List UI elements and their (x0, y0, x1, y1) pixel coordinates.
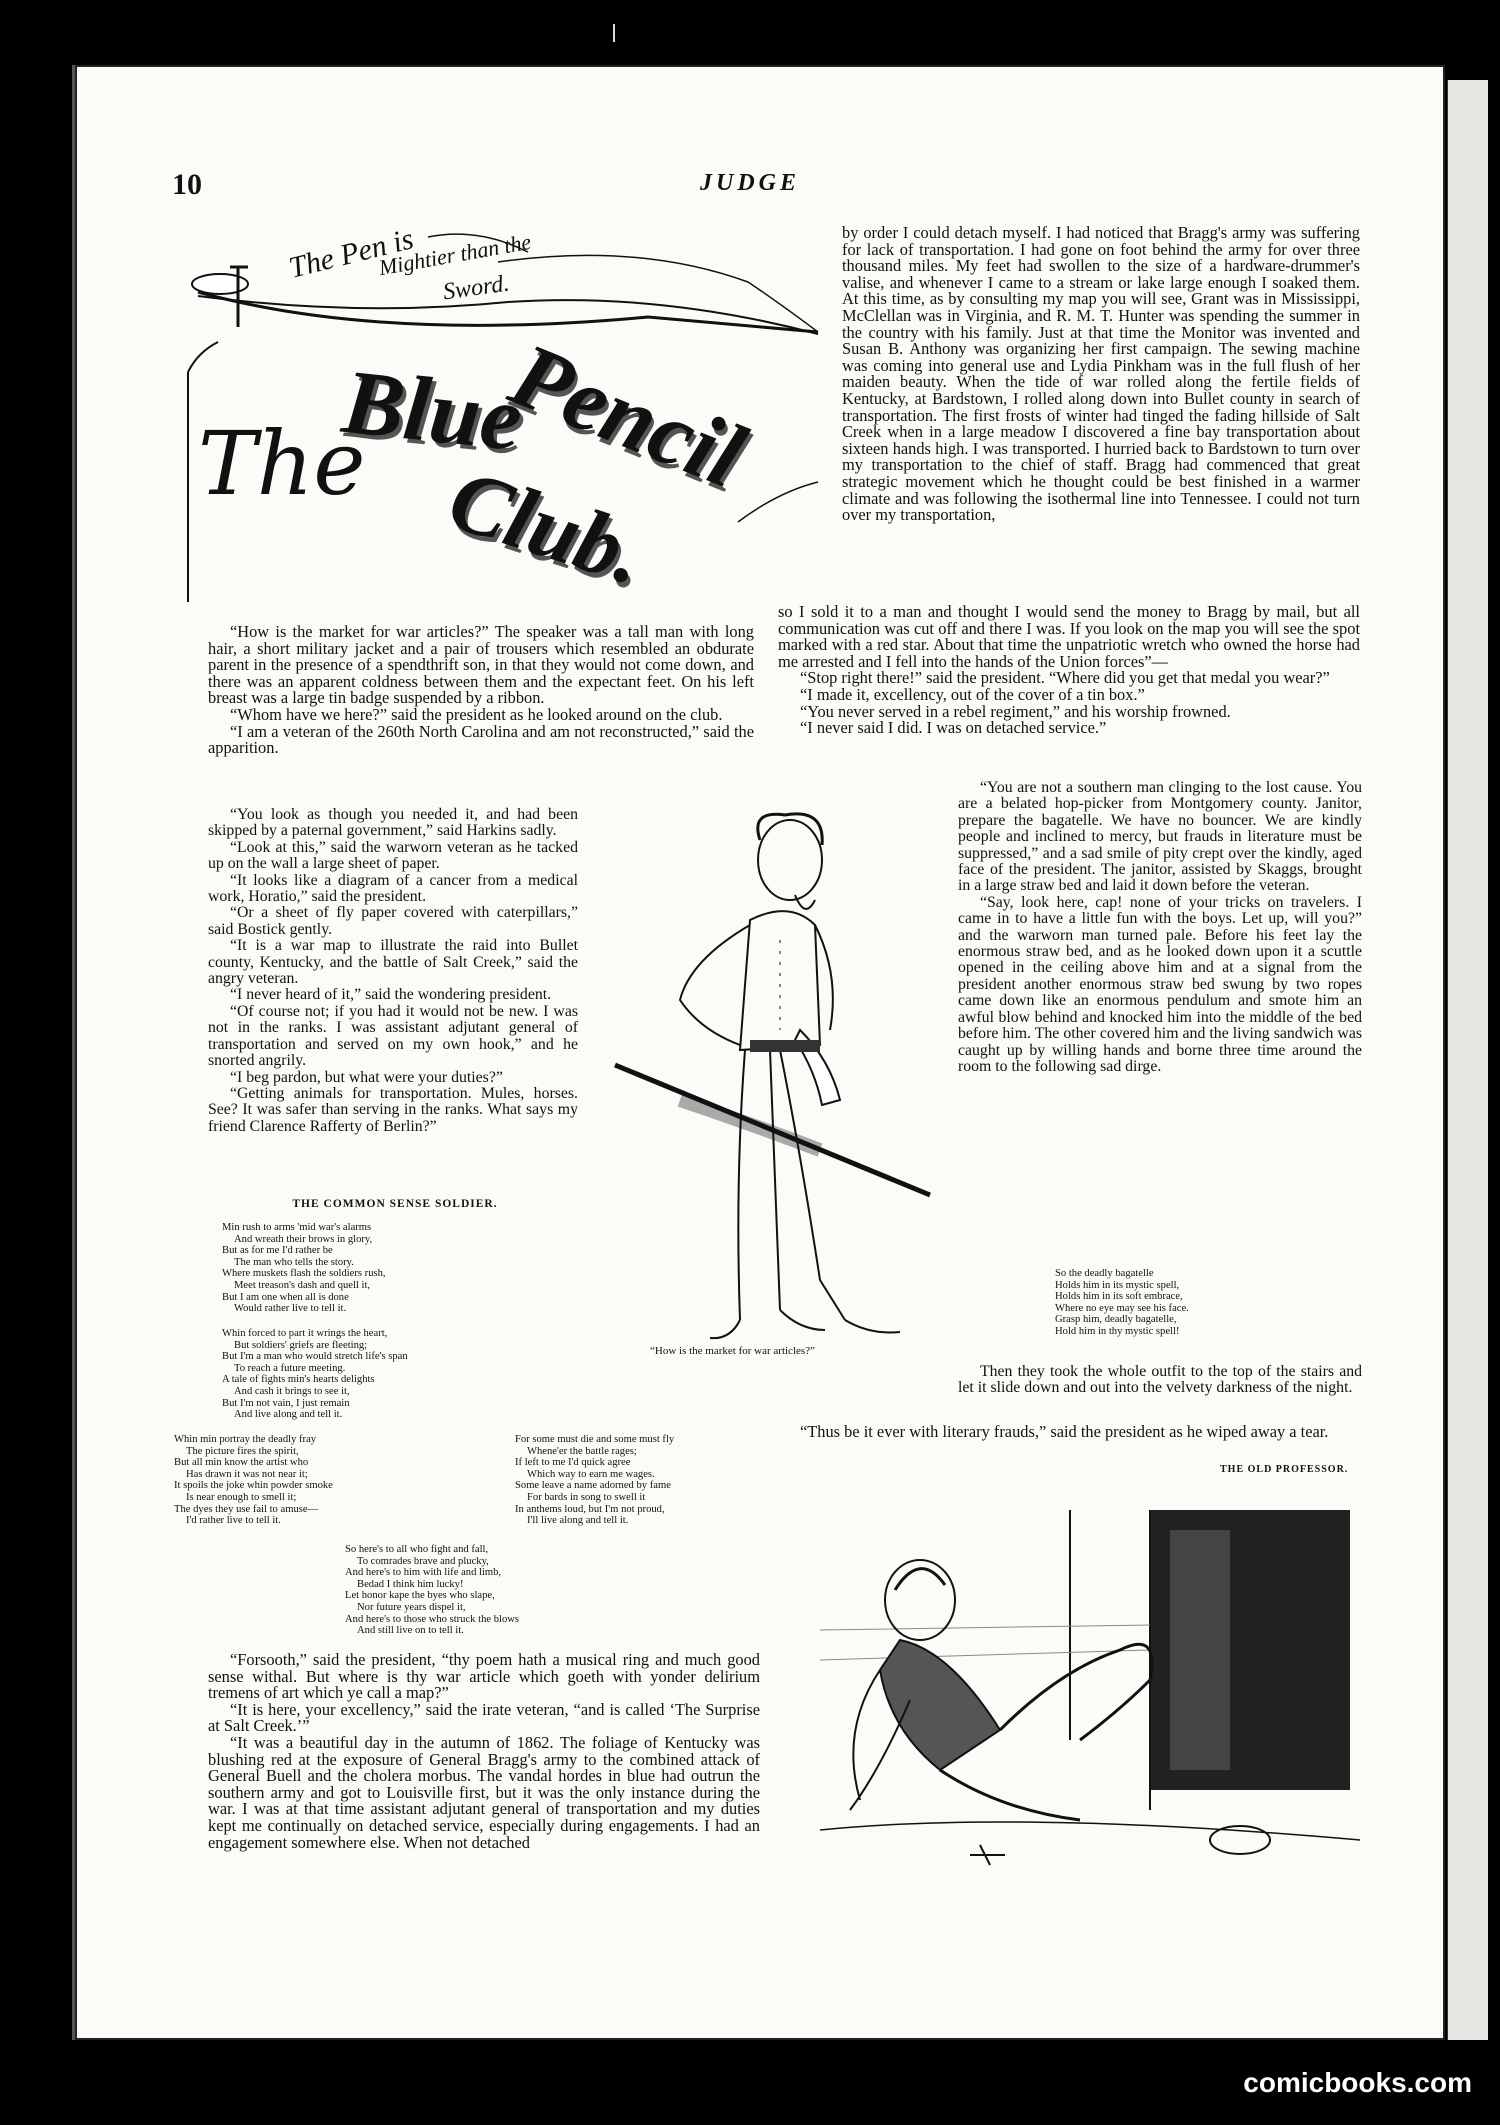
poem-line: In anthems loud, but I'm not proud, (515, 1503, 665, 1515)
poem-stanza-2 (222, 1328, 408, 1421)
poem-line: A tale of fights min's hearts delights (222, 1374, 375, 1386)
page-number: 10 (172, 168, 202, 201)
poem-line: I'll live along and tell it. (527, 1515, 629, 1527)
paragraph: “Whom have we here?” said the president as he looked around on the club. (230, 704, 723, 724)
paragraph: “It looks like a diagram of a cancer from a medical work, Horatio,” said the president. (208, 871, 578, 906)
title-word-pencil: Pencil (497, 322, 759, 508)
running-head: JUDGE (700, 170, 801, 196)
poem-line: And cash it brings to see it, (234, 1385, 350, 1397)
poem-line: Would rather live to tell it. (234, 1303, 347, 1315)
poem-stanza-5 (345, 1544, 519, 1637)
poem-line: And still live on to tell it. (357, 1625, 464, 1637)
paragraph: “You look as though you needed it, and had been skipped by a paternal government,” said Harkins sadly. (208, 806, 578, 840)
title-illustration (178, 222, 828, 605)
paragraph: “It is here, your excellency,” said the irate veteran, “and is called ‘The Surprise at Salt Creek.’” (208, 1699, 760, 1736)
poem-line: Has drawn it was not near it; (186, 1468, 308, 1480)
poem-stanza-3 (174, 1434, 333, 1527)
poem-line: So here's to all who fight and fall, (345, 1544, 489, 1555)
paragraph: “I am a veteran of the 260th North Carolina and am not reconstructed,” said the apparition. (208, 721, 754, 758)
poem-line: Hold him in thy mystic spell! (1055, 1325, 1180, 1337)
paragraph: “You are not a southern man clinging to the lost cause. You are a belated hop-picker from Montgomery county. Janitor, prepare the bagatelle. We have no bouncer. We are kindly people and inclined to mercy, but frauds in literature must be suppressed,” and a sad smile of pity crept over the kindly, aged face of the president. The janitor, assisted by Skaggs, brought in a large straw bed and laid it down before the veteran. (958, 779, 1362, 895)
right-column-closing (958, 1364, 1362, 1397)
poem-line: Whene'er the battle rages; (527, 1445, 637, 1457)
poem-line: Some leave a name adorned by fame (515, 1480, 671, 1492)
paragraph: “Of course not; if you had it would not be new. I was not in the ranks. I was assistant adjutant general of transportation and served on my own hook,” and he snorted angrily. (208, 1002, 578, 1070)
paragraph: “Forsooth,” said the president, “thy poem hath a musical ring and much good sense withal. But where is thy war article which goeth with yonder delirium tremens of art which ye call a map?” (208, 1650, 760, 1703)
poem-stanza-4 (515, 1434, 674, 1527)
poem-line: But I'm not vain, I just remain (222, 1397, 350, 1409)
poem-line: And wreath their brows in glory, (234, 1233, 373, 1245)
poem-line: I'd rather live to tell it. (186, 1515, 281, 1527)
title-word-club: Club. (437, 450, 657, 605)
poem-line: But I am one when all is done (222, 1291, 349, 1303)
poem-line: The dyes they use fail to amuse— (174, 1503, 319, 1515)
paragraph: so I sold it to a man and thought I would send the money to Bragg by mail, but all communication was cut off and there I was. If you look on the map you will see the spot marked with a red star. About that time the unpatriotic wretch who owned the horse had me arrested and I fell into the hands of the Union forces”— (778, 602, 1360, 671)
paragraph: “Say, look here, cap! none of your tricks on travelers. I came in to have a little fun with the boys. Let up, will you?” and the warworn man turned pale. Before his feet lay the enormous straw bed, and as he looked down upon it a scuttle opened in the ceiling above him and at a signal from the president another enormous straw bed swung by two ropes came down like an enormous pendulum and smote him an awful blow behind and knocked him into the middle of the bed before him. The other covered him and the living sandwich was caught up by willing hands and borne three time around the room to the following sad dirge. (958, 893, 1362, 1075)
poem-line: To comrades brave and plucky, (357, 1555, 489, 1567)
poem-line: For some must die and some must fly (515, 1434, 675, 1445)
paragraph: “It is a war map to illustrate the raid into Bullet county, Kentucky, and the battle of Salt Creek,” said the angry veteran. (208, 937, 578, 988)
poem-line: Bedad I think him lucky! (357, 1578, 464, 1590)
motto-line-3: Sword. (441, 270, 511, 306)
paragraph: “It was a beautiful day in the autumn of 1862. The foliage of Kentucky was blushing red at the exposure of General Bragg's army to the combined attack of General Buell and the cholera morbus. The vandal hordes in blue had outrun the southern army and got to Louisville first, but it was the only instance during the war. I was at that time assistant adjutant general of transportation and my duties kept me continually on detached service, especially during engagements. I had an engagement somewhere else. When not detached (208, 1732, 760, 1852)
poem-line: But I'm a man who would stretch life's span (222, 1351, 408, 1363)
paragraph: “How is the market for war articles?” The speaker was a tall man with long hair, a short military jacket and a pair of trousers which resembled an obdurate parent in the presence of a spendthrift son, in that they would not come down, and there was an apparent coldness between them and the expectant feet. On his left breast was a large tin badge suspended by a ribbon. (208, 622, 754, 708)
left-column-bottom (208, 1652, 760, 1851)
title-word-blue: Blue (338, 349, 527, 471)
poem-line: Whin min portray the deadly fray (174, 1434, 317, 1445)
veteran-figure (600, 800, 940, 1360)
paragraph: “Getting animals for transportation. Mules, horses. See? It was safer than serving in the ranks. What says my friend Clarence Rafferty of Berlin?” (208, 1084, 578, 1135)
paragraph: “Stop right there!” said the president. “Where did you get that medal you wear?” (800, 668, 1330, 688)
poem-line: But soldiers' griefs are fleeting; (234, 1339, 368, 1351)
poem-line: Whin forced to part it wrings the heart, (222, 1328, 388, 1339)
illustration-caption: “How is the market for war articles?” (650, 1345, 815, 1357)
paragraph: “Thus be it ever with literary frauds,” said the president as he wiped away a tear. (800, 1422, 1329, 1441)
poem-title: THE COMMON SENSE SOLDIER. (292, 1198, 498, 1210)
paragraph: “I never heard of it,” said the wondering president. (230, 986, 552, 1004)
poem-line: And here's to those who struck the blows (345, 1613, 520, 1625)
paragraph: Then they took the whole outfit to the top of the stairs and let it slide down and out into the velvety darkness of the night. (958, 1363, 1362, 1397)
poem-line: It spoils the joke whin powder smoke (174, 1480, 333, 1492)
paragraph: “I made it, excellency, out of the cover of a tin box.” (800, 684, 1145, 704)
motto-line-2: Mightier than the (376, 228, 533, 281)
paragraph: “I never said I did. I was on detached service.” (800, 718, 1107, 738)
poem-stanza-1 (222, 1222, 386, 1315)
author-signature: THE OLD PROFESSOR. (1220, 1464, 1349, 1475)
motto-line-1: The Pen is (285, 222, 417, 285)
paragraph: “Look at this,” said the warworn veteran as he tacked up on the wall a large sheet of paper. (208, 838, 578, 873)
poem-line: Let honor kape the byes who slape, (345, 1590, 495, 1602)
poem-line: Which way to earn me wages. (527, 1468, 655, 1480)
poem-line: If left to me I'd quick agree (515, 1457, 631, 1469)
poem-line: And live along and tell it. (234, 1409, 343, 1421)
paragraph: by order I could detach myself. I had noticed that Bragg's army was suffering for lack of transportation. I had gone on foot behind the army for over three thousand miles. My feet had swollen to the size of a hardware-drummer's valise, and whenever I came to a stream or lake large enough I soaked them. At this time, as by consulting my map you will see, Grant was in Mississippi, McClellan was in Virginia, and R. M. T. Hunter was spending the summer in the country with his family. Just at that time the Monitor was invented and Susan B. Anthony was organizing her first campaign. The sewing machine was coming into general use and Lydia Pinkham was in the full flush of her maiden beauty. When the tide of war rolled along the fertile fields of Kentucky, at Bardstown, I rolled along down into Bullet county in search of transportation. The first frosts of winter had tinged the fading hillside of Salt Creek when in a large meadow I discovered a fine bay transportation about sixteen hands high. I was transported. I hurried back to Bardstown to turn over my transportation to the chief of staff. Bragg had commenced that great strategic movement which he thought could be best finished in a warmer climate and was following the isothermal line into Tennessee. I could not turn over my transportation, (842, 223, 1360, 525)
scan-mark (613, 24, 615, 42)
veteran-illustration (600, 800, 940, 1360)
left-column-narrow (208, 807, 578, 1135)
paragraph: “You never served in a rebel regiment,” and his worship frowned. (800, 701, 1231, 721)
paragraph: “I beg pardon, but what were your duties?” (230, 1068, 503, 1086)
title-word-the: The (198, 412, 366, 515)
fallen-man-figure (820, 1510, 1360, 1875)
left-column-top (208, 624, 754, 757)
facing-page-edge (1448, 80, 1488, 2040)
poem-line: The picture fires the spirit, (186, 1445, 299, 1457)
right-column-final (778, 1424, 1360, 1441)
poem-line: So the deadly bagatelle (1055, 1268, 1154, 1279)
poem-line: For bards in song to swell it (527, 1491, 646, 1503)
poem-line: Holds him in its soft embrace, (1055, 1291, 1183, 1303)
poem-line: Holds him in its mystic spell, (1055, 1279, 1180, 1291)
paragraph: “Or a sheet of fly paper covered with caterpillars,” said Bostick gently. (208, 904, 578, 938)
poem-line: Is near enough to smell it; (186, 1491, 297, 1503)
poem-line: Where no eye may see his face. (1055, 1302, 1189, 1314)
dirge (1055, 1268, 1189, 1338)
watermark: comicbooks.com (1243, 2067, 1472, 2098)
poem-line: Nor future years dispel it, (357, 1601, 466, 1613)
poem-line: The man who tells the story. (234, 1256, 354, 1268)
poem-line: But as for me I'd rather be (222, 1245, 333, 1257)
right-column-wide (778, 604, 1360, 737)
poem-line: Meet treason's dash and quell it, (234, 1279, 371, 1291)
right-column-narrow (958, 780, 1362, 1075)
poem-line: Min rush to arms 'mid war's alarms (222, 1222, 372, 1233)
right-column-top (842, 225, 1360, 524)
poem-line: Where muskets flash the soldiers rush, (222, 1268, 386, 1280)
poem-line: But all min know the artist who (174, 1457, 309, 1469)
poem-line: To reach a future meeting. (234, 1362, 346, 1374)
poem-line: Grasp him, deadly bagatelle, (1055, 1314, 1177, 1326)
poem-line: And here's to him with life and limb, (345, 1567, 502, 1579)
fallen-man-illustration (820, 1510, 1360, 1875)
